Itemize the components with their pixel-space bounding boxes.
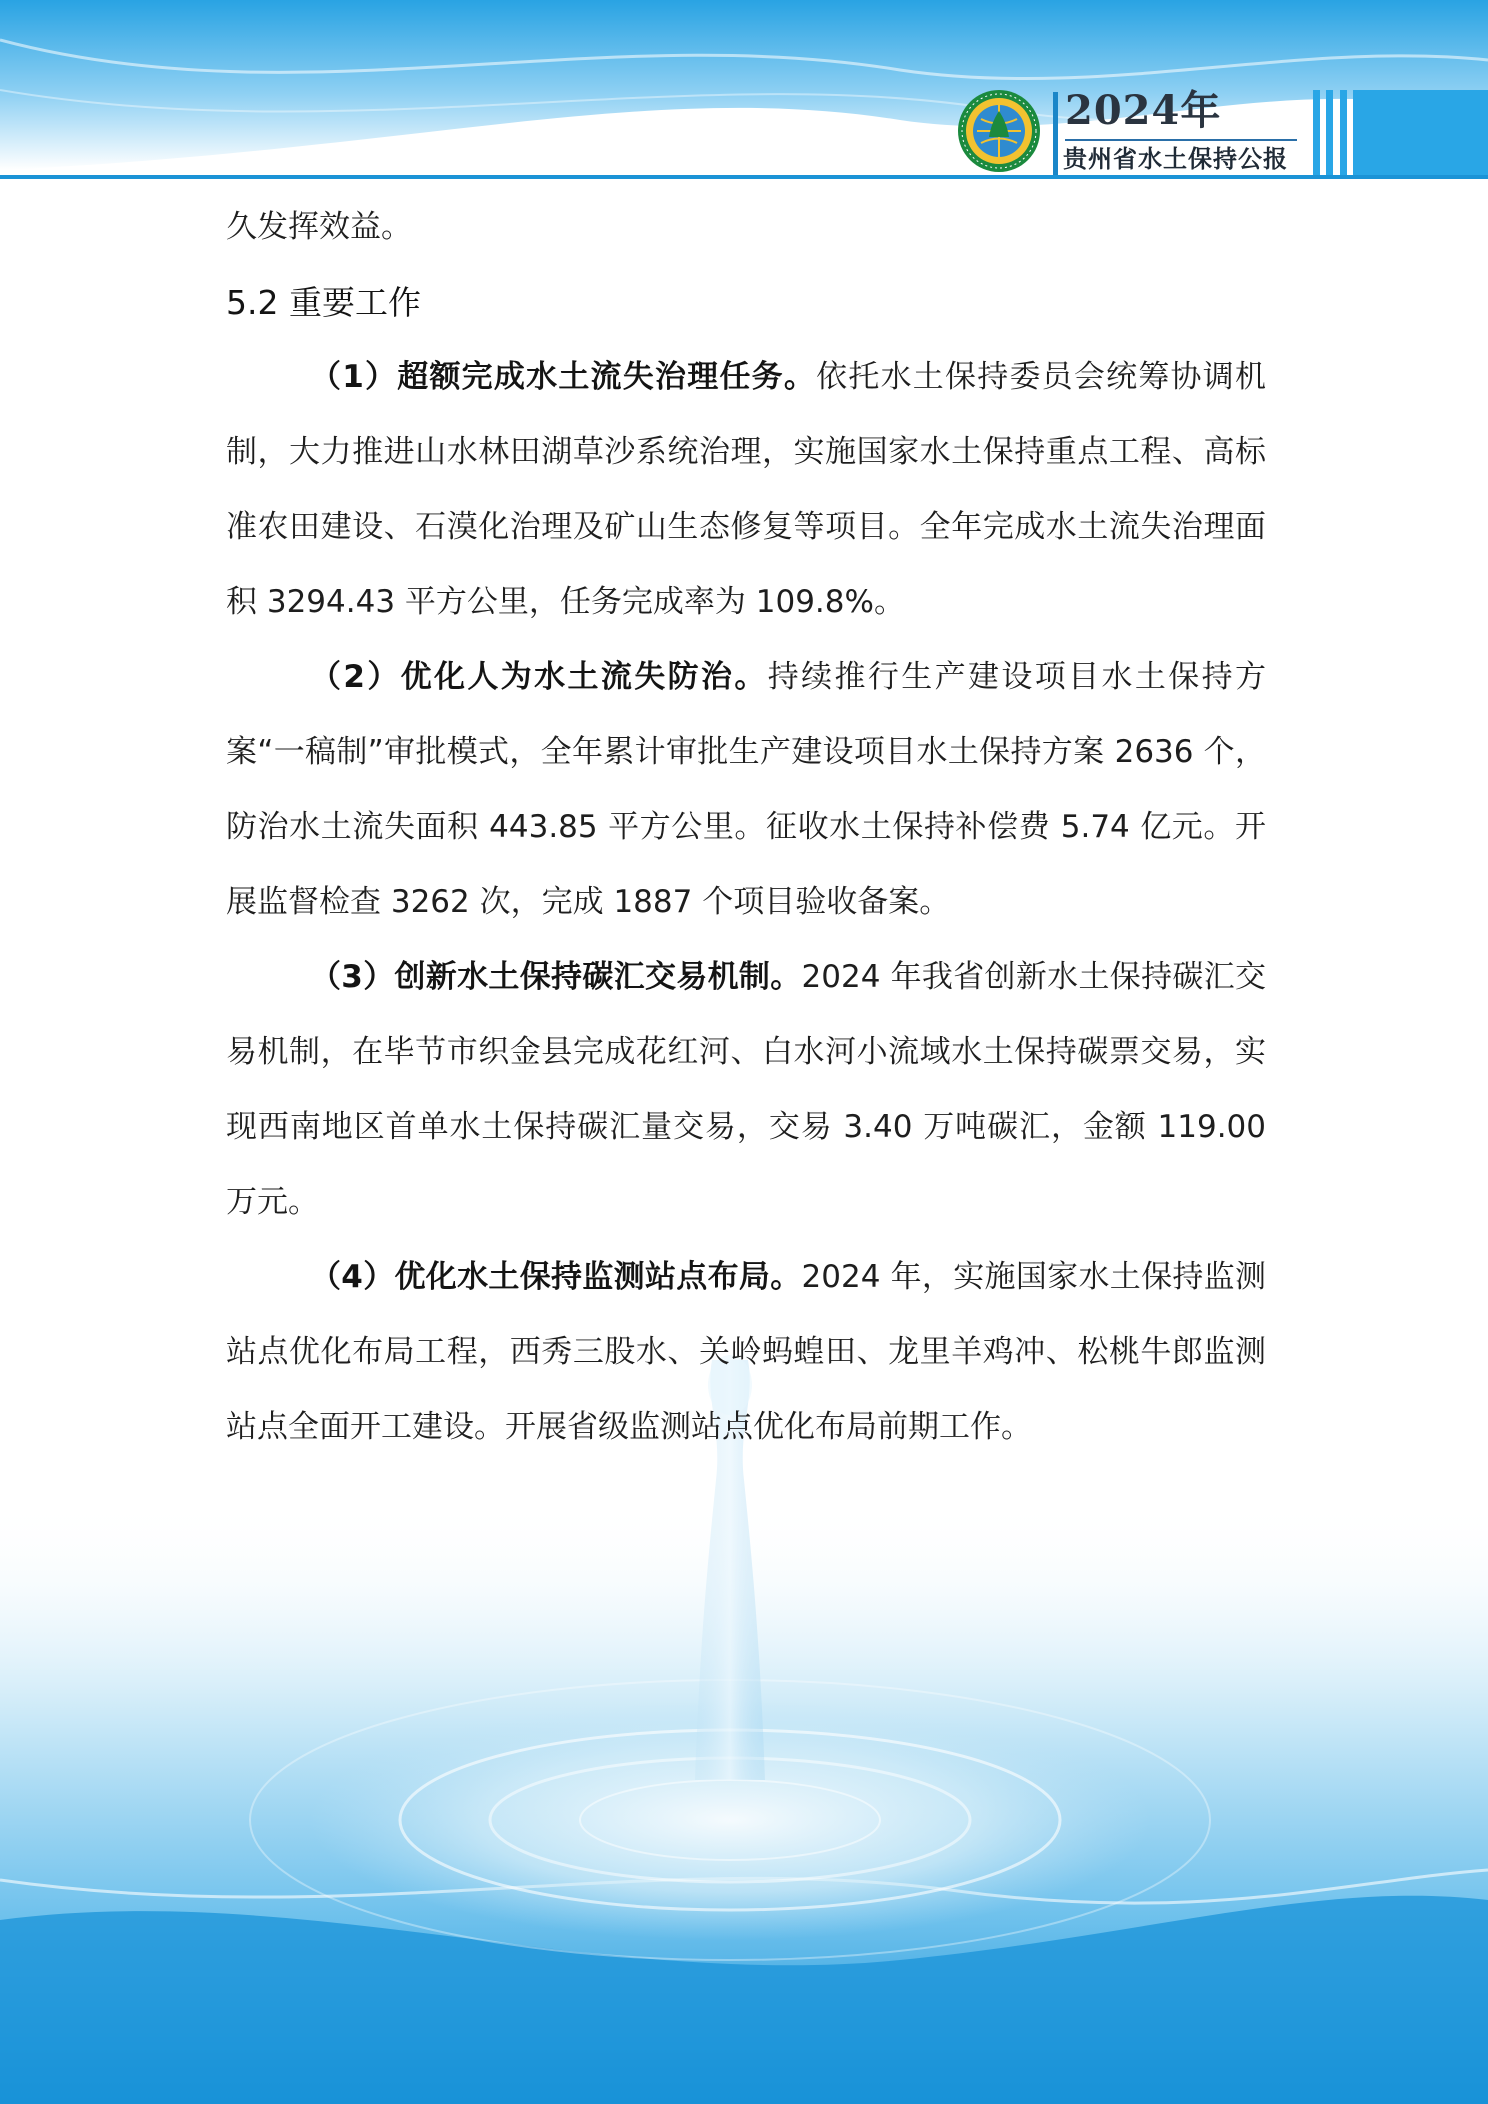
paragraph-3-text: 2024 年我省创新水土保持碳汇交易机制，在毕节市织金县完成花红河、白水河小流域水土保持碳票交易，实现西南地区首单水土保持碳汇量交易，交易 3.40 万吨碳汇，金额 119.00 万元。 [226,959,1266,1220]
paragraph-4-title: （4）优化水土保持监测站点布局。 [310,1259,802,1295]
paragraph-1 [226,340,1266,640]
header-stripe [1340,90,1347,178]
lead-text: 久发挥效益。 [226,209,412,245]
paragraph-2 [226,640,1266,940]
header-stripe [1313,90,1320,178]
header-stripe [1353,90,1488,178]
header-bottom-line [0,175,1488,179]
paragraph-1-title: （1）超额完成水土流失治理任务。 [310,359,817,395]
paragraph-2-title: （2）优化人为水土流失防治。 [310,659,768,695]
page-content [226,190,1266,1465]
header-stripe [1326,90,1333,178]
paragraph-4-text: 2024 年，实施国家水土保持监测站点优化布局工程，西秀三股水、关岭蚂蝗田、龙里羊鸡冲、松桃牛郎监测站点全面开工建设。开展省级监测站点优化布局前期工作。 [226,1259,1266,1445]
header-rule [1065,139,1297,141]
header-divider [1053,92,1058,176]
header-year: 2024年 [1065,87,1222,134]
paragraph-4 [226,1240,1266,1465]
paragraph-3-title: （3）创新水土保持碳汇交易机制。 [310,959,802,995]
paragraph-1-text: 依托水土保持委员会统筹协调机制，大力推进山水林田湖草沙系统治理，实施国家水土保持重点工程、高标准农田建设、石漠化治理及矿山生态修复等项目。全年完成水土流失治理面积 3294.43 平方公里，任务完成率为 109.8%。 [226,359,1267,620]
page-header [0,0,1488,180]
header-subtitle: 贵州省水土保持公报 [1063,144,1288,173]
section-heading: 5.2 重要工作 [226,283,421,322]
water-conservation-logo-icon [957,89,1041,173]
paragraph-3 [226,940,1266,1240]
paragraph-2-text: 持续推行生产建设项目水土保持方案“一稿制”审批模式，全年累计审批生产建设项目水土保持方案 2636 个，防治水土流失面积 443.85 平方公里。征收水土保持补偿费 5.74 亿元。开展监督检查 3262 次，完成 1887 个项目验收备案。 [226,659,1266,920]
